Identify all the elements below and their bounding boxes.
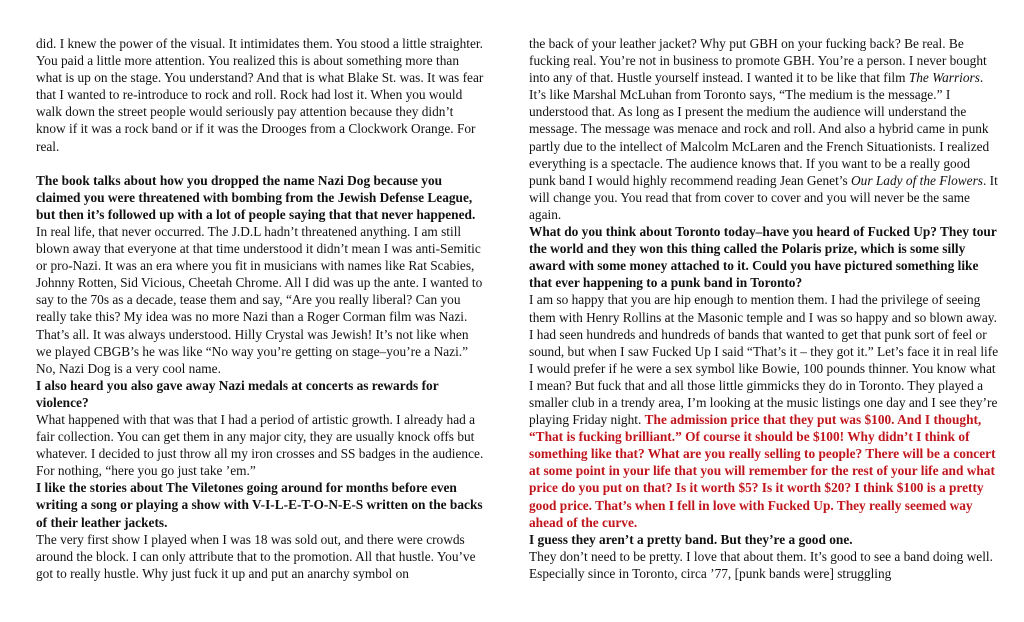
highlighted-quote: The admission price that they put was $100. And I thought, “That is fucking brilliant.” Of course it should be $100! Why didn’t I think of something like that? What are you really selling to people? There will be a concert at some point in your life that you will remember for the rest of your life and what price do you put on that? Is it worth $5? Is it worth $20? I think $100 is a pretty good price. That’s when I fell in love with Fucked Up. They really seemed way ahead of the curve. <box>529 412 996 530</box>
question-viletones: I like the stories about The Viletones going around for months before even writing a song or playing a show with V-I-L-E-T-O-N-E-S written on the backs of their leather jackets. <box>36 480 483 530</box>
question-nazi-medals: I also heard you also gave away Nazi medals at concerts as rewards for violence? <box>36 377 439 410</box>
answer-pretty-band: They don’t need to be pretty. I love that about them. It’s good to see a band doing well. Especially since in Toronto, circa ’77, [punk bands were] struggling <box>529 548 993 581</box>
answer-viletones: The very first show I played when I was 18 was sold out, and there were crowds around the block. I can only attribute that to the promotion. All that hustle. You’ve got to really hustle. Why just fuck it up and put an anarchy symbol on <box>36 531 476 581</box>
text-span: . It will change you. You read that from cover to cover and you will never be the same again. <box>529 172 998 222</box>
answer-nazi-dog: In real life, that never occurred. The J.D.L hadn’t threatened anything. I am still blown away that everyone at that time understood it didn’t mean I was anti-Semitic or pro-Nazi. It was an era where you fit in musicians with names like Rat Scabies, Johnny Rotten, Sid Vicious, Cheetah Chrome. All I did was up the ante. I wanted to say to the 70s as a decade, tease them and say, “Are you really liberal? Can you really take this? My idea was no more Nazi than a Roger Corman film was Nazi. That’s all. It was always understood. Hilly Crystal was Jewish! It’s not like when we played CBGB’s he was like “No way you’re getting on stage–you’re a Nazi.” No, Nazi Dog is a very cool name. <box>36 223 483 376</box>
text-span: . It’s like Marshal McLuhan from Toronto says, “The medium is the message.” I understood that. As long as I present the medium the audience will understand the message. The message was menace and rock and roll. And also a hybrid came in punk partly due to the intellect of Malcolm McLaren and the French Situationists. I realized everything is a spectacle. The audience knows that. If you want to be a really good punk band I would highly recommend reading Jean Genet’s <box>529 70 990 188</box>
right-column <box>529 35 999 582</box>
question-fucked-up: What do you think about Toronto today–have you heard of Fucked Up? They tour the world and they won this thing called the Polaris prize, which is some silly award with some money attached to it. Could you have pictured something like that ever happening to a punk band in Toronto? <box>529 224 997 291</box>
question-pretty-band: I guess they aren’t a pretty band. But they’re a good one. <box>529 531 853 547</box>
film-title: The Warriors <box>908 70 980 86</box>
answer-fucked-up <box>529 291 999 530</box>
text-span: I am so happy that you are hip enough to mention them. I had the privilege of seeing them with Henry Rollins at the Masonic temple and I was so happy and so blown away. I had seen hundreds and hundreds of bands that wanted to get that punk sort of feel or sound, but when I saw Fucked Up I said “That’s it – they got it.” Let’s face it in real life I would prefer if he were a sex symbol like Bowie, 100 pounds thinner. You know what I mean? But fuck that and all those little gimmicks they do in Toronto. They played a smaller club in a trendy area, I’m looking at the music listings one day and I see they’re playing Friday night. <box>529 292 999 428</box>
book-title: Our Lady of the Flowers <box>851 172 983 188</box>
left-column <box>36 35 486 582</box>
paragraph-gap <box>36 155 486 172</box>
question-nazi-dog: The book talks about how you dropped the name Nazi Dog because you claimed you were threatened with bombing from the Jewish Defense League, but then it’s followed up with a lot of people saying that that never happened. <box>36 172 476 222</box>
answer-nazi-medals: What happened with that was that I had a period of artistic growth. I already had a fair collection. You can get them in any major city, they are usually knock offs but whatever. I decided to just throw all my iron crosses and SS badges in the audience. For nothing, “here you go just take ’em.” <box>36 411 484 479</box>
answer-paragraph: did. I knew the power of the visual. It intimidates them. You stood a little straighter. You paid a little more attention. You realized this is about something more than what is up on the stage. You understand? And that is what Blake St. was. It was fear that I wanted to re-introduce to rock and roll. Rock had lost it. When you would walk down the street people would seriously pay attention because they didn’t know if it was a rock band or if it was the Drooges from a Clockwork Orange. For real. <box>36 36 484 154</box>
answer-viletones-continued <box>529 35 999 223</box>
text-span: the back of your leather jacket? Why put GBH on your fucking back? Be real. Be fucking real. You’re not in business to promote GBH. You’re a person. I never bought into any of that. Hustle yourself instead. I wanted it to be like that film <box>529 36 987 86</box>
